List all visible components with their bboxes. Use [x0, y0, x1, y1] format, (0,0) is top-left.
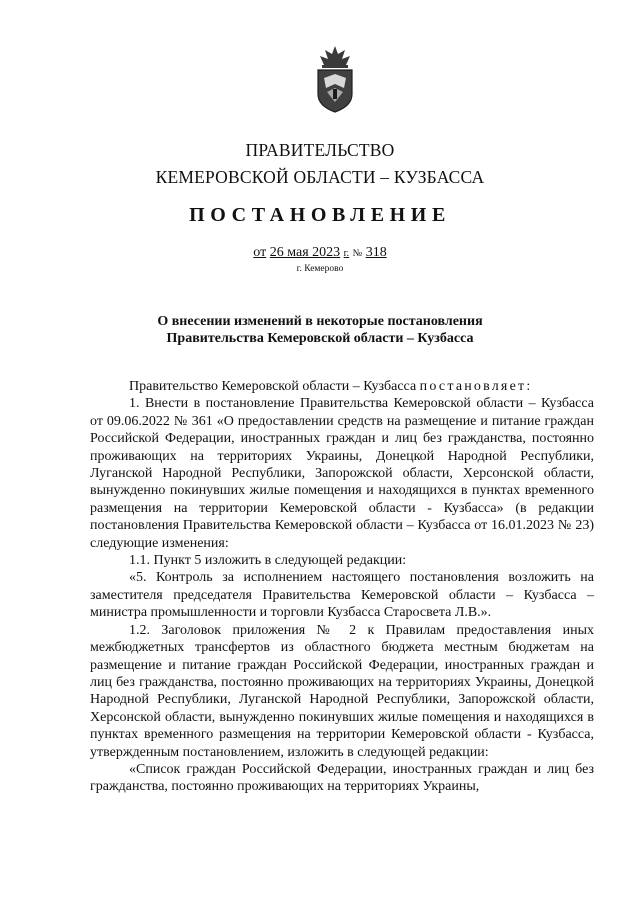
city-name: г. Кемерово: [296, 264, 344, 274]
paragraph-1: 1. Внести в постановление Правительства Кемеровской области – Кузбасса от 09.06.2022 № 361 «О предоставлении средств на размещение и питание граждан Российской Федерации, иностранных граждан и лиц без гражданства, постоянно проживающих на территориях Украины, Донецкой Народной Республики, Луганской Народной Республики, Запорожской области, Херсонской области, вынужденно покинувших жилые помещения и находящихся в пунктах временного размещения на территории Кемеровской области - Кузбасса» (в редакции постановления Правительства Кемеровской области – Кузбасса от 16.01.2023 № 23) следующие изменения:: [90, 396, 594, 551]
decision-verb: постановляет: [419, 379, 527, 394]
subject-title-line1: О внесении изменений в некоторые постановления: [157, 314, 483, 329]
kuzbass-coat-of-arms-icon: [313, 44, 357, 114]
date-number-line: [0, 245, 640, 261]
government-name-line1: ПРАВИТЕЛЬСТВО: [245, 140, 395, 160]
document-number: 318: [365, 245, 387, 260]
paragraph-1-2: 1.2. Заголовок приложения № 2 к Правилам предоставления иных межбюджетных трансфертов из областного бюджета местным бюджетам на размещение и питание граждан Российской Федерации, иностранных граждан и лиц без гражданства, постоянно проживающих на территориях Украины, Донецкой Народной Республики, Луганской Народной Республики, Запорожской области, Херсонской области, вынужденно покинувших жилые помещения и находящихся в пунктах временного размещения на территории Кемеровской области - Кузбасса, утвержденным постановлением, изложить в следующей редакции:: [90, 622, 594, 760]
document-date: 26 мая 2023: [269, 245, 341, 260]
year-suffix: г.: [343, 248, 350, 259]
number-sign: №: [352, 248, 363, 259]
intro-paragraph: [90, 378, 594, 395]
date-prefix: от: [253, 245, 267, 260]
document-body: [90, 378, 594, 796]
subject-title-line2: Правительства Кемеровской области – Кузбасса: [166, 331, 474, 346]
paragraph-1-1: 1.1. Пункт 5 изложить в следующей редакции:: [129, 553, 407, 569]
document-type-title: ПОСТАНОВЛЕНИЕ: [189, 204, 451, 226]
paragraph-item-5: «5. Контроль за исполнением настоящего постановления возложить на заместителя председателя Правительства Кемеровской области – Кузбасса – министра промышленности и торговли Кузбасса Старосвета Л.В.».: [90, 570, 594, 621]
government-name-line2: КЕМЕРОВСКОЙ ОБЛАСТИ – КУЗБАССА: [155, 167, 485, 187]
intro-colon: :: [526, 379, 531, 394]
paragraph-list-title: «Список граждан Российской Федерации, иностранных граждан и лиц без гражданства, постоянно проживающих на территориях Украины,: [90, 761, 594, 795]
intro-lead: Правительство Кемеровской области – Кузбасса: [129, 379, 420, 394]
